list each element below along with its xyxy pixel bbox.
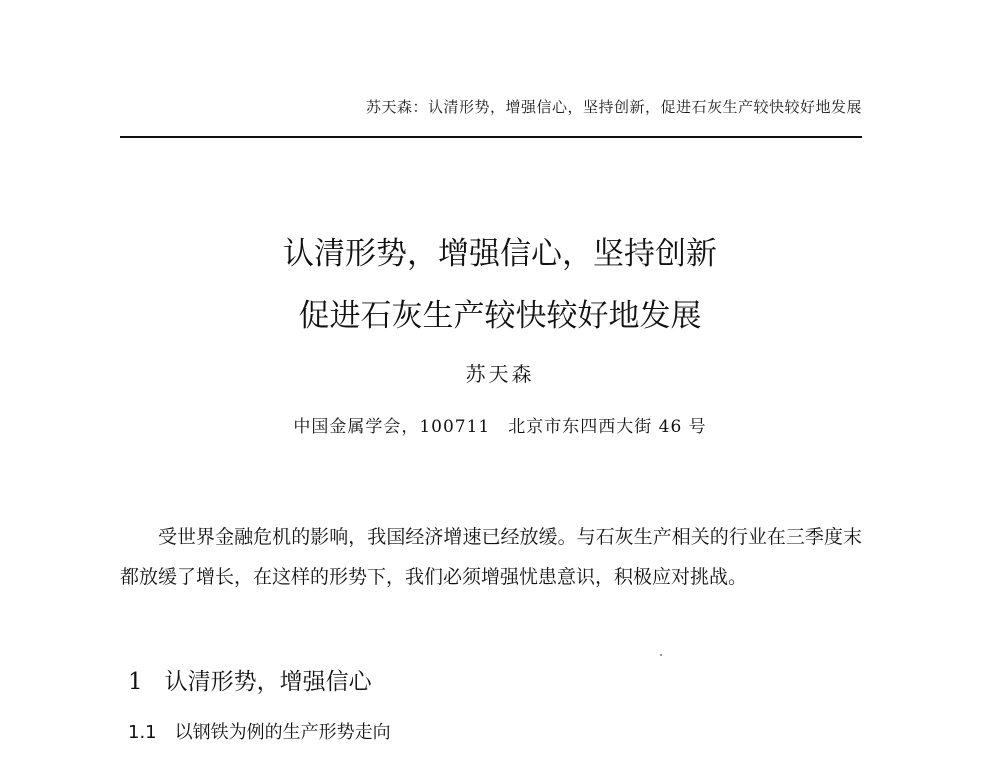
section-title: 认清形势，增强信心 xyxy=(164,669,372,695)
subsection-number: 1.1 xyxy=(128,722,157,743)
author-name: 苏天森 xyxy=(465,362,535,386)
author-affiliation: 中国金属学会，100711 北京市东四西大街 46 号 xyxy=(293,417,707,437)
article-title-line-2: 促进石灰生产较快较好地发展 xyxy=(298,298,702,334)
header-rule xyxy=(120,136,862,138)
intro-paragraph: 受世界金融危机的影响，我国经济增速已经放缓。与石灰生产相关的行业在三季度末都放缓了增长，在这样的形势下，我们必须增强忧患意识，积极应对挑战。 xyxy=(120,526,862,588)
section-heading xyxy=(128,663,372,696)
subsection-title: 以钢铁为例的生产形势走向 xyxy=(174,722,391,743)
article-title-line-1: 认清形势，增强信心，坚持创新 xyxy=(283,236,717,272)
running-head: 苏天森：认清形势，增强信心，坚持创新，促进石灰生产较快较好地发展 xyxy=(365,98,862,116)
scan-speck xyxy=(660,654,662,656)
section-number: 1 xyxy=(128,669,143,695)
subsection-heading xyxy=(128,718,391,744)
